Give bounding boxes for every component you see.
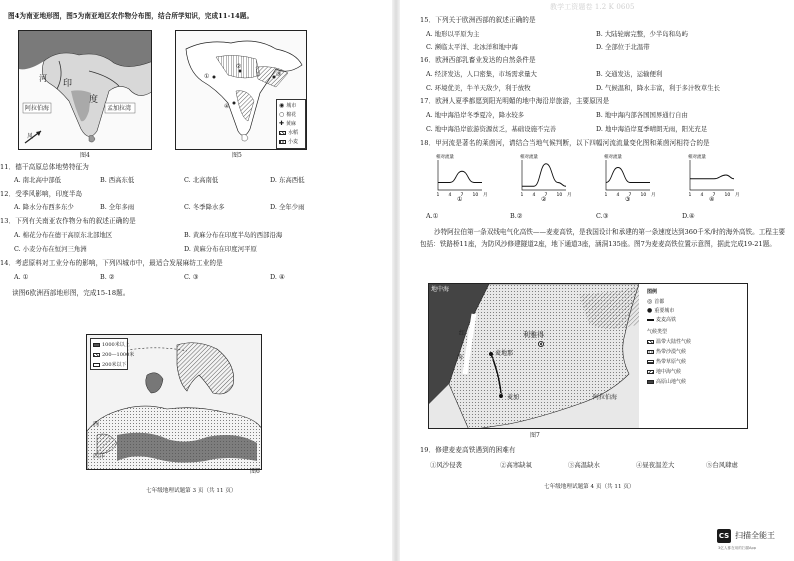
q12-stem: 12．受季风影响，印度半岛 xyxy=(0,190,83,198)
flow-series-line xyxy=(438,171,482,182)
q14-option-c: C. ③ xyxy=(184,273,199,281)
map-mark-1: ① xyxy=(204,73,210,80)
chart-axis xyxy=(606,160,650,190)
legend-capital: ◎ 首都 xyxy=(647,298,665,305)
q17-option-d: D. 地中海沿岸夏季晴朗无雨，阳光充足 xyxy=(596,125,708,133)
x-tick-label: 7 xyxy=(460,193,464,198)
figure-7-legend xyxy=(647,288,747,426)
x-tick-label: 10 xyxy=(640,193,647,198)
x-axis-unit: 月 xyxy=(735,193,740,198)
q17-option-a: A. 地中海沿岸冬季夏冷，降水较多 xyxy=(426,111,525,119)
q14-option-b: B. ② xyxy=(100,273,115,281)
q13-option-b: B. 黄麻分布在印度半岛的西部沿海 xyxy=(184,231,283,239)
legend-climate-title: 气候类型 xyxy=(647,329,668,335)
x-axis-unit: 月 xyxy=(483,193,488,198)
figure-4-map xyxy=(18,30,152,150)
figure-7-caption: 图7 xyxy=(530,432,540,439)
x-tick-label: 10 xyxy=(472,193,479,198)
left-page-footer: 七年级地理试题第 3 页（共 11 页） xyxy=(146,488,237,494)
q19-option-5: ⑤台风肆虐 xyxy=(706,461,738,469)
legend-wheat: 小麦 xyxy=(279,138,298,145)
q16-option-b: B. 交通发达，运输便利 xyxy=(596,70,663,78)
legend-climate-highland: 高原山地气候 xyxy=(647,378,686,385)
q19-option-3: ③高温缺水 xyxy=(568,461,600,469)
map-mark-2: ② xyxy=(236,63,242,70)
flow-chart-svg xyxy=(598,152,658,202)
legend-jute: ✚ 黄麻 xyxy=(279,120,297,127)
mediterranean-label: 地中海 xyxy=(431,286,450,293)
legend-below-200m: 200米以下 xyxy=(93,361,127,368)
q16-stem: 16．欧洲西部乳畜业发达的自然条件是 xyxy=(420,56,536,64)
x-tick-label: 4 xyxy=(616,193,620,198)
chart-mark: ③ xyxy=(625,196,631,202)
legend-climate-desert: 热带沙漠气候 xyxy=(647,348,686,355)
legend-above-1000m: 1000米以上 xyxy=(93,341,130,348)
q19-option-2: ②高寒缺氧 xyxy=(500,461,532,469)
x-tick-label: 10 xyxy=(556,193,563,198)
x-tick-label: 10 xyxy=(724,193,731,198)
flow-chart-svg xyxy=(514,152,574,202)
ocean-label: 西洋 xyxy=(93,453,106,460)
x-axis-unit: 月 xyxy=(651,193,656,198)
right-page xyxy=(400,0,794,561)
figure-5-caption: 图5 xyxy=(232,152,242,159)
chart-mark: ① xyxy=(457,196,463,202)
q12-option-a: A. 降水分布西多东少 xyxy=(14,203,74,211)
figure-7-map xyxy=(428,283,748,429)
flow-chart-2 xyxy=(514,152,574,202)
flow-chart-svg xyxy=(682,152,742,202)
legend-climate-continental: 温带大陆性气候 xyxy=(647,338,691,345)
wind-label: 风 xyxy=(27,133,34,140)
camscanner-logo-icon: CS xyxy=(717,529,731,543)
legend-climate-mediterranean: 地中海气候 xyxy=(647,368,681,375)
legend-rice: 水稻 xyxy=(279,129,298,136)
flow-series-line xyxy=(690,175,734,179)
q13-option-c: C. 小麦分布在恒河三角洲 xyxy=(14,245,87,253)
x-tick-label: 4 xyxy=(700,193,704,198)
q18-stem: 18．甲河流是著名的莱茵河，请结合当地气候判断，以下四幅河流流量变化图和莱茵河相符合的是 xyxy=(420,139,710,147)
arabian-sea-label: 阿拉伯海 xyxy=(593,394,618,401)
q14-option-a: A. ① xyxy=(14,273,29,281)
q18-option-a: A.① xyxy=(426,212,439,220)
flow-chart-svg xyxy=(430,152,490,202)
x-tick-label: 1 xyxy=(688,193,692,198)
bay-of-bengal-label: 孟加拉湾 xyxy=(107,105,132,112)
chart-mark: ④ xyxy=(709,196,715,202)
figure-6-legend xyxy=(90,338,135,370)
q19-stem: 19．修建麦麦高铁遇到的困难有 xyxy=(420,446,516,454)
legend-cotton: ○ 棉花 xyxy=(279,111,297,118)
y-axis-label: 相对流量 xyxy=(604,155,622,160)
q17-option-c: C. 地中海沿岸旅游资源贫乏，基础设施不完善 xyxy=(426,125,557,133)
x-axis-unit: 月 xyxy=(567,193,572,198)
q19-option-4: ④昼夜温差大 xyxy=(636,461,675,469)
q11-option-b: B. 西高东低 xyxy=(100,176,135,184)
camscanner-tagline: 3亿人都在用的扫描App xyxy=(718,546,757,550)
q18-option-d: D.④ xyxy=(682,212,695,220)
figure-6-caption: 图6 xyxy=(250,468,260,475)
legend-title: 图例 xyxy=(647,289,658,295)
chart-mark: ② xyxy=(541,196,547,202)
q14-option-d: D. ④ xyxy=(270,273,285,281)
riyadh-label: 利雅得 xyxy=(523,331,544,339)
q11-stem: 11．德干高原总体地势特征为 xyxy=(0,163,89,171)
q16-option-d: D. 气候温和，降水丰富，利于多汁牧草生长 xyxy=(596,84,720,92)
q18-option-b: B.② xyxy=(510,212,523,220)
q19-option-1: ①风沙侵袭 xyxy=(430,461,462,469)
camscanner-name: 扫描全能王 xyxy=(735,531,775,540)
legend-200-1000m: 200—1000米 xyxy=(93,351,134,358)
figure-5-map xyxy=(175,30,307,150)
figure-6-map xyxy=(86,334,262,470)
flow-chart-4 xyxy=(682,152,742,202)
river-label: 河 xyxy=(39,74,47,83)
q11-option-a: A. 南北高中部低 xyxy=(14,176,62,184)
q15-option-d: D. 全部位于北温带 xyxy=(596,43,650,51)
q15-option-b: B. 大陆轮廓完整，少半岛和岛屿 xyxy=(596,30,688,38)
y-axis-label: 相对流量 xyxy=(436,155,454,160)
india-label-2: 度 xyxy=(89,95,99,105)
q15-option-a: A. 地形以平原为主 xyxy=(426,30,480,38)
mecca-label: 麦加 xyxy=(507,394,520,401)
map-mark-4: ④ xyxy=(224,103,230,110)
q12-option-d: D. 全年少雨 xyxy=(270,203,305,211)
figure-5-legend xyxy=(276,99,306,149)
x-tick-label: 7 xyxy=(544,193,548,198)
intro-fig6: 读图6欧洲西部地形图，完成15-18题。 xyxy=(12,289,130,297)
y-axis-label: 相对流量 xyxy=(520,155,538,160)
india-label-1: 印 xyxy=(63,79,73,89)
q13-option-d: D. 黄麻分布在印度河平原 xyxy=(184,245,257,253)
south-asia-terrain-map xyxy=(19,31,152,150)
q11-option-c: C. 北高南低 xyxy=(184,176,219,184)
arabian-sea-label: 阿拉伯海 xyxy=(25,105,50,112)
q13-stem: 13．下列有关南亚农作物分布的叙述正确的是 xyxy=(0,217,136,225)
q17-option-b: B. 地中海内部各国国界通行自由 xyxy=(596,111,688,119)
legend-climate-savanna: 热带草原气候 xyxy=(647,358,686,365)
q14-stem: 14．考虑原料对工业分布的影响，下列四城市中，最适合发展麻纺工业的是 xyxy=(0,259,223,267)
q12-option-b: B. 全年多雨 xyxy=(100,203,135,211)
y-axis-label: 相对流量 xyxy=(688,155,706,160)
q15-stem: 15．下列关于欧洲西部的叙述正确的是 xyxy=(420,16,536,24)
red-sea-label-1: 红 xyxy=(459,330,466,337)
legend-city: ◉ 城市 xyxy=(279,102,297,109)
chart-axis xyxy=(438,160,482,190)
q16-option-c: C. 环境优美，牛羊天敌少，利于放牧 xyxy=(426,84,531,92)
q12-option-c: C. 冬季降水多 xyxy=(184,203,225,211)
passage-text: 沙特阿拉伯第一条双线电气化高铁——麦麦高铁，是我国设计和承建的第一条速度达到360千米/时的海外高铁。工程主要包括：铁路桥11座，为防风沙修建隧道2座，地下通道3座，涵洞135座。图7为麦麦高铁位置示意图，据此完成19-21题。 xyxy=(420,228,786,248)
page-gutter xyxy=(392,0,400,561)
right-page-footer: 七年级地理试题第 4 页（共 11 页） xyxy=(544,484,635,490)
left-page xyxy=(0,0,392,561)
x-tick-label: 1 xyxy=(436,193,440,198)
figure-4-caption: 图4 xyxy=(80,152,90,159)
q15-option-c: C. 濒临太平洋、北冰洋和地中海 xyxy=(426,43,518,51)
intro-fig4-5: 图4为南亚地形图，图5为南亚地区农作物分布图，结合所学知识，完成11-14题。 xyxy=(8,12,254,20)
x-tick-label: 1 xyxy=(520,193,524,198)
q17-stem: 17．欧洲人夏季都愿到阳光明媚的地中海沿岸旅游，主要原因是 xyxy=(420,97,610,105)
q18-option-c: C.③ xyxy=(596,212,609,220)
x-tick-label: 4 xyxy=(532,193,536,198)
x-tick-label: 7 xyxy=(628,193,632,198)
legend-railway: 麦麦高铁 xyxy=(647,316,676,323)
medina-label: 麦地那 xyxy=(495,350,514,357)
map-mark-3: ③ xyxy=(276,71,282,78)
x-tick-label: 4 xyxy=(448,193,452,198)
q11-option-d: D. 东高西低 xyxy=(270,176,305,184)
x-tick-label: 7 xyxy=(712,193,716,198)
flow-series-line xyxy=(522,164,566,187)
flow-chart-1 xyxy=(430,152,490,202)
legend-major-city: ● 重要城市 xyxy=(647,307,675,314)
red-sea-label-2: 海 xyxy=(457,354,464,361)
flow-series-line xyxy=(606,168,650,183)
q16-option-a: A. 经济发达，人口密集，市场需求量大 xyxy=(426,70,537,78)
faint-header: 教学工资题卷 1.2 K 0605 xyxy=(550,3,635,11)
x-tick-label: 1 xyxy=(604,193,608,198)
q13-option-a: A. 棉花分布在德干高原东北部地区 xyxy=(14,231,113,239)
west-label: 西 xyxy=(93,421,100,428)
flow-chart-3 xyxy=(598,152,658,202)
